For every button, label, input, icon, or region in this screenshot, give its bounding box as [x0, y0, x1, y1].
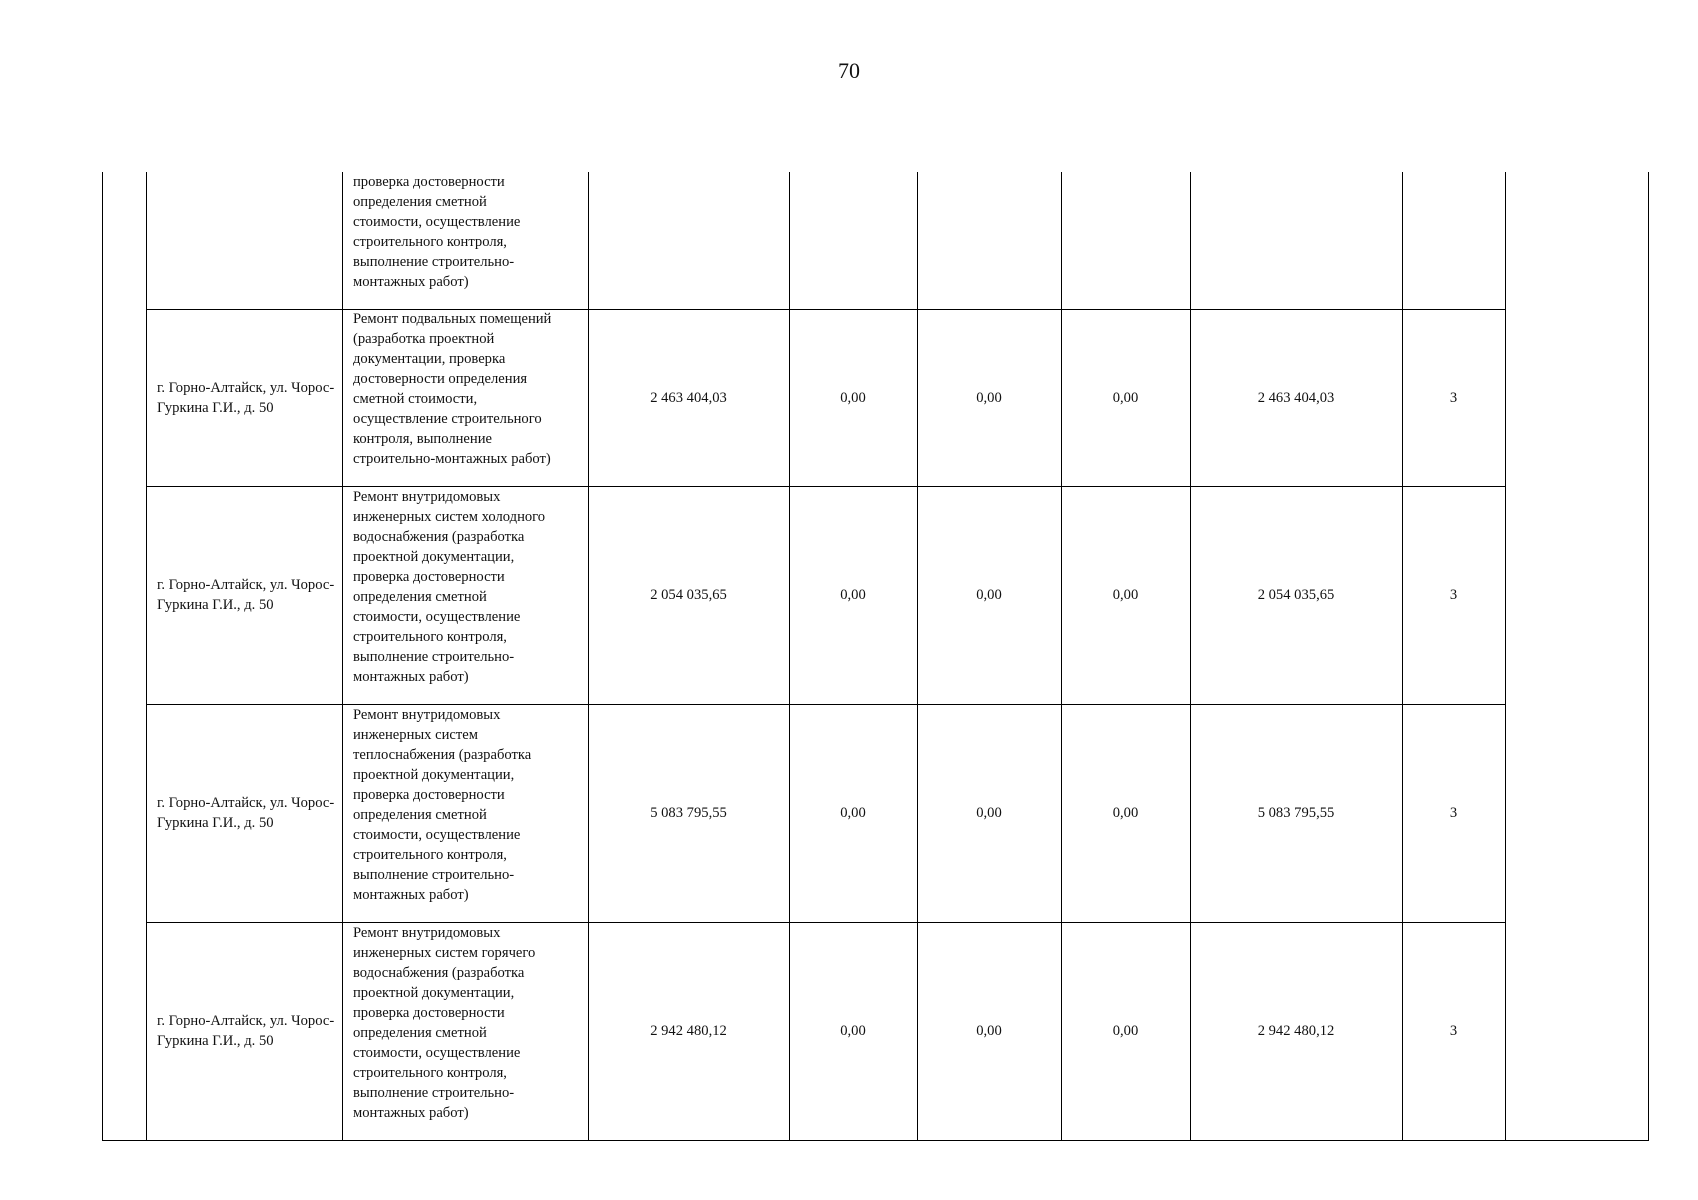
- value-cell: 0,00: [1112, 1023, 1139, 1039]
- value-cell: 0,00: [1112, 389, 1139, 406]
- table-border-bottom: [102, 1140, 1649, 1141]
- work-description: Ремонт внутридомовых инженерных систем холодного водоснабжения (разработка проектной документации, проверка достоверности определения сметной стоимости, осуществление строительного контроля, выполнение строительно- монтажных работ): [353, 489, 546, 685]
- table-border-left: [102, 172, 103, 1140]
- value-cell: 0,00: [840, 805, 866, 821]
- year-cell: 3: [1449, 805, 1458, 821]
- total-cost: 2 054 035,65: [650, 587, 727, 603]
- value-cell: 0,00: [976, 805, 1002, 821]
- address-text: г. Горно-Алтайск, ул. Чорос-Гуркина Г.И., д. 50: [157, 379, 335, 416]
- value-cell: 0,00: [976, 389, 1002, 406]
- work-description: Ремонт внутридомовых инженерных систем теплоснабжения (разработка проектной документации, проверка достоверности определения сметной стоимости, осуществление строительного контроля, выполнение строительно- монтажных работ): [353, 707, 532, 903]
- fund-cost: 5 083 795,55: [1257, 805, 1335, 821]
- value-cell: 0,00: [976, 587, 1002, 603]
- work-description: Ремонт подвальных помещений (разработка проектной документации, проверка достоверности определения сметной стоимости, осуществление строительного контроля, выполнение строительно-монтажных работ): [353, 311, 552, 467]
- value-cell: 0,00: [1112, 587, 1139, 603]
- total-cost: 2 942 480,12: [650, 1023, 727, 1039]
- work-description: Ремонт внутридомовых инженерных систем горячего водоснабжения (разработка проектной документации, проверка достоверности определения сметной стоимости, осуществление строительного контроля, выполнение строительно- монтажных работ): [353, 925, 536, 1121]
- total-cost: 5 083 795,55: [650, 805, 727, 821]
- fund-cost: 2 463 404,03: [1257, 389, 1335, 406]
- address-cell: [157, 922, 337, 1140]
- address-cell: [157, 704, 337, 922]
- year-cell: 3: [1449, 1023, 1458, 1039]
- value-cell: 0,00: [1112, 805, 1139, 821]
- value-cell: 0,00: [840, 1023, 866, 1039]
- year-cell: 3: [1449, 587, 1458, 603]
- address-text: г. Горно-Алтайск, ул. Чорос-Гуркина Г.И., д. 50: [157, 795, 335, 831]
- value-cell: 0,00: [976, 1023, 1002, 1039]
- column-divider: [146, 172, 147, 1140]
- year-cell: 3: [1449, 389, 1458, 406]
- column-divider: [1505, 172, 1506, 1140]
- column-divider: [342, 172, 343, 1140]
- address-text: г. Горно-Алтайск, ул. Чорос-Гуркина Г.И., д. 50: [157, 577, 335, 613]
- work-description: проверка достоверности определения сметной стоимости, осуществление строительного контроля, выполнение строительно- монтажных работ): [353, 174, 521, 290]
- page-number: 70: [838, 58, 860, 83]
- fund-cost: 2 054 035,65: [1257, 587, 1335, 603]
- address-text: г. Горно-Алтайск, ул. Чорос-Гуркина Г.И., д. 50: [157, 1013, 335, 1049]
- value-cell: 0,00: [840, 587, 866, 603]
- value-cell: 0,00: [840, 389, 866, 406]
- address-cell: [157, 486, 337, 704]
- fund-cost: 2 942 480,12: [1257, 1023, 1335, 1039]
- address-cell: [157, 309, 337, 486]
- total-cost: 2 463 404,03: [650, 389, 727, 406]
- table-border-right: [1648, 172, 1649, 1140]
